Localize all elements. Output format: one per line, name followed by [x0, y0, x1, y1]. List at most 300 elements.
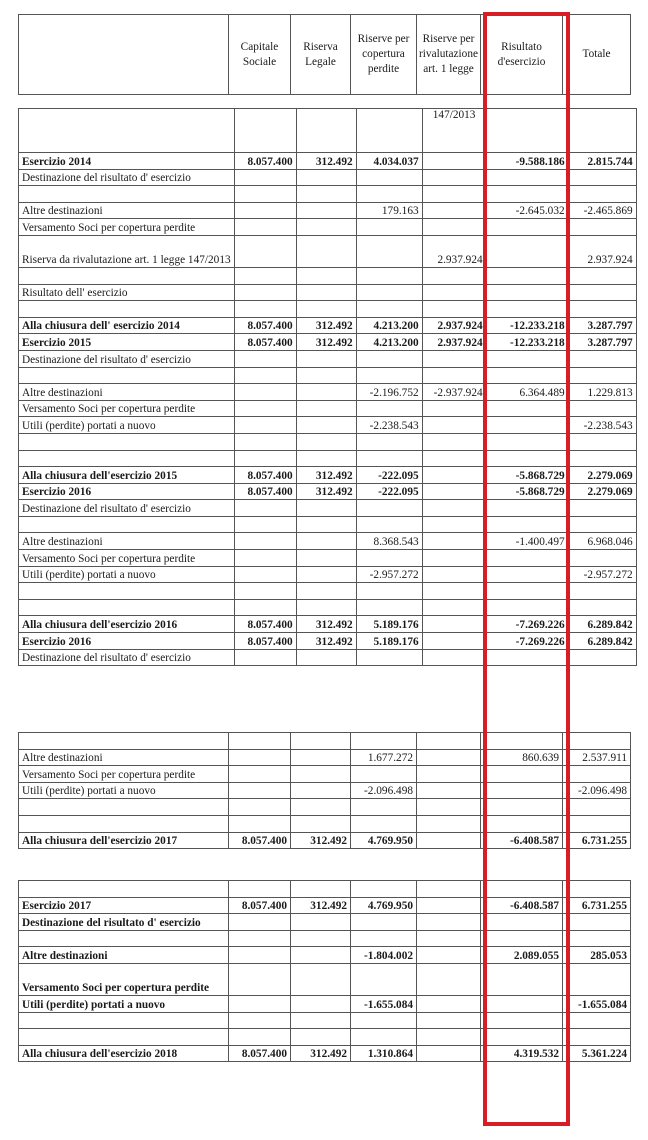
cell-riserve-copertura: [356, 284, 422, 301]
cell-riserve-rivalutazione: [417, 881, 481, 898]
cell-riserva-legale: [296, 219, 356, 236]
row-label: [19, 433, 235, 450]
cell-capitale-sociale: [229, 947, 291, 964]
cell-riserve-copertura: 4.213.200: [356, 317, 422, 334]
row-label: [19, 186, 235, 203]
row-label: Destinazione del risultato d' esercizio: [19, 350, 235, 367]
cell-capitale-sociale: 8.057.400: [229, 1045, 291, 1062]
cell-riserve-copertura: 4.034.037: [356, 153, 422, 170]
cell-riserve-copertura: [356, 301, 422, 318]
cell-riserva-legale: [291, 782, 351, 799]
cell-capitale-sociale: [234, 169, 296, 186]
cell-capitale-sociale: [234, 400, 296, 417]
cell-totale: -2.096.498: [563, 782, 631, 799]
row-label: Versamento Soci per copertura perdite: [19, 766, 229, 783]
table-row: [19, 400, 637, 417]
table-row: [19, 947, 631, 964]
cell-riserve-rivalutazione: [422, 467, 486, 484]
table-row: [19, 930, 631, 947]
table-row: [19, 219, 637, 236]
cell-riserve-rivalutazione: [417, 930, 481, 947]
cell-totale: [568, 516, 636, 533]
cell-totale: -2.957.272: [568, 566, 636, 583]
cell-totale: 6.968.046: [568, 533, 636, 550]
cell-risultato-esercizio: [486, 450, 568, 467]
table-row: [19, 500, 637, 517]
cell-riserve-copertura: [351, 815, 417, 832]
table-row: [19, 350, 637, 367]
cell-riserve-rivalutazione: [422, 583, 486, 600]
table-row: [19, 384, 637, 401]
table-row: [19, 599, 637, 616]
cell-riserva-legale: [291, 799, 351, 816]
cell-riserve-rivalutazione: [422, 169, 486, 186]
cell-risultato-esercizio: [481, 1012, 563, 1029]
cell-risultato-esercizio: [486, 235, 568, 267]
cell-riserve-copertura: [356, 267, 422, 284]
cell-riserva-legale: [291, 1012, 351, 1029]
cell-riserve-rivalutazione: [417, 815, 481, 832]
cell-riserva-legale: [296, 350, 356, 367]
cell-blank: [19, 109, 235, 153]
cell-totale: 2.279.069: [568, 467, 636, 484]
cell-totale: [563, 914, 631, 931]
table-row: [19, 417, 637, 434]
cell-totale: [568, 500, 636, 517]
cell-riserve-copertura: [351, 914, 417, 931]
row-label: Esercizio 2015: [19, 334, 235, 351]
cell-riserva-legale: 312.492: [296, 334, 356, 351]
cell-risultato-esercizio: [486, 350, 568, 367]
cell-riserva-legale: [296, 169, 356, 186]
row-label: [19, 799, 229, 816]
table-row: [19, 782, 631, 799]
cell-capitale-sociale: [229, 749, 291, 766]
table-row: [19, 649, 637, 666]
cell-riserve-rivalutazione: [422, 267, 486, 284]
cell-totale: [568, 367, 636, 384]
cell-riserve-rivalutazione: [417, 749, 481, 766]
cell-risultato-esercizio: [486, 186, 568, 203]
header-riserva-legale: Riserva Legale: [291, 15, 351, 95]
row-label: Utili (perdite) portati a nuovo: [19, 566, 235, 583]
table-row: [19, 766, 631, 783]
cell-risultato-esercizio: [481, 995, 563, 1012]
table-row: [19, 450, 637, 467]
cell-risultato-esercizio: [486, 367, 568, 384]
cell-riserve-rivalutazione: [417, 766, 481, 783]
cell-riserve-rivalutazione: 2.937.924: [422, 334, 486, 351]
cell-riserva-legale: [291, 733, 351, 750]
cell-capitale-sociale: 8.057.400: [234, 467, 296, 484]
cell-riserva-legale: [296, 550, 356, 567]
row-label: Alla chiusura dell'esercizio 2018: [19, 1045, 229, 1062]
table-row: [19, 186, 637, 203]
cell-riserva-legale: [296, 433, 356, 450]
cell-capitale-sociale: [234, 533, 296, 550]
cell-risultato-esercizio: [486, 433, 568, 450]
cell-riserve-rivalutazione: [417, 799, 481, 816]
cell-risultato-esercizio: -6.408.587: [481, 897, 563, 914]
cell-risultato-esercizio: 2.089.055: [481, 947, 563, 964]
cell-risultato-esercizio: [481, 914, 563, 931]
cell-riserve-rivalutazione: [417, 963, 481, 995]
cell-riserve-rivalutazione: [422, 202, 486, 219]
table-row: [19, 202, 637, 219]
cell-riserve-rivalutazione: [422, 433, 486, 450]
table-row: [19, 995, 631, 1012]
table-row: [19, 367, 637, 384]
cell-risultato-esercizio: [481, 1029, 563, 1046]
cell-totale: 2.937.924: [568, 235, 636, 267]
row-label: [19, 1012, 229, 1029]
table-row: [19, 633, 637, 650]
cell-capitale-sociale: [234, 599, 296, 616]
cell-capitale-sociale: [234, 284, 296, 301]
cell-risultato-esercizio: -7.269.226: [486, 633, 568, 650]
cell-risultato-esercizio: [486, 417, 568, 434]
cell-riserva-legale: [296, 417, 356, 434]
table-row: [19, 334, 637, 351]
row-label: Alla chiusura dell'esercizio 2015: [19, 467, 235, 484]
cell-riserva-legale: [296, 649, 356, 666]
cell-riserve-copertura: [351, 766, 417, 783]
cell-riserve-copertura: [356, 599, 422, 616]
cell-risultato-esercizio: [486, 219, 568, 236]
row-label: Altre destinazioni: [19, 749, 229, 766]
cell-riserva-legale: [296, 235, 356, 267]
cell-risultato-esercizio: -12.233.218: [486, 334, 568, 351]
cell-riserve-rivalutazione: [422, 450, 486, 467]
cell-riserve-rivalutazione: [422, 566, 486, 583]
cell-risultato-esercizio: -5.868.729: [486, 467, 568, 484]
cell-riserve-rivalutazione: [417, 733, 481, 750]
cell-riserve-rivalutazione: [422, 186, 486, 203]
table-row: [19, 616, 637, 633]
cell-riserve-copertura: [356, 186, 422, 203]
row-label: Destinazione del risultato d' esercizio: [19, 500, 235, 517]
cell-riserve-rivalutazione: [422, 219, 486, 236]
header-totale: Totale: [563, 15, 631, 95]
ledger-block-2017: [18, 732, 631, 849]
cell-riserve-rivalutazione: [422, 649, 486, 666]
cell-riserve-copertura: [356, 367, 422, 384]
table-row: [19, 1045, 631, 1062]
cell-risultato-esercizio: [486, 566, 568, 583]
cell-totale: 285.053: [563, 947, 631, 964]
column-header-table: [18, 14, 631, 95]
ledger-rows-block-1: [19, 153, 637, 666]
table-row: [19, 897, 631, 914]
table-row: [19, 516, 637, 533]
cell-capitale-sociale: [229, 881, 291, 898]
cell-riserva-legale: [296, 599, 356, 616]
cell-riserve-copertura: 5.189.176: [356, 633, 422, 650]
cell-riserva-legale: 312.492: [296, 616, 356, 633]
cell-riserve-copertura: 179.163: [356, 202, 422, 219]
cell-riserve-rivalutazione: [417, 897, 481, 914]
row-label: [19, 881, 229, 898]
cell-totale: [568, 583, 636, 600]
row-label: [19, 930, 229, 947]
cell-riserve-copertura: [356, 169, 422, 186]
row-label: Risultato dell' esercizio: [19, 284, 235, 301]
table-row: [19, 733, 631, 750]
cell-capitale-sociale: [234, 350, 296, 367]
cell-riserve-copertura: 4.769.950: [351, 897, 417, 914]
cell-riserve-copertura: [356, 219, 422, 236]
cell-totale: 2.537.911: [563, 749, 631, 766]
row-label: [19, 583, 235, 600]
row-label: [19, 733, 229, 750]
cell-totale: [563, 881, 631, 898]
cell-riserve-rivalutazione: [417, 782, 481, 799]
row-label: Alla chiusura dell'esercizio 2016: [19, 616, 235, 633]
cell-riserve-copertura: 4.769.950: [351, 832, 417, 849]
cell-riserva-legale: 312.492: [291, 897, 351, 914]
cell-capitale-sociale: [234, 186, 296, 203]
table-row: [19, 832, 631, 849]
cell-riserve-rivalutazione: [422, 616, 486, 633]
cell-totale: [563, 733, 631, 750]
cell-capitale-sociale: 8.057.400: [234, 334, 296, 351]
cell-totale: [568, 649, 636, 666]
cell-risultato-esercizio: [486, 583, 568, 600]
row-label: Versamento Soci per copertura perdite: [19, 963, 229, 995]
cell-capitale-sociale: [234, 583, 296, 600]
cell-capitale-sociale: [229, 815, 291, 832]
row-label: Utili (perdite) portati a nuovo: [19, 995, 229, 1012]
cell-risultato-esercizio: [481, 963, 563, 995]
cell-riserva-legale: 312.492: [296, 153, 356, 170]
row-label: Alla chiusura dell'esercizio 2017: [19, 832, 229, 849]
cell-riserva-legale: [291, 749, 351, 766]
cell-riserva-legale: 312.492: [296, 483, 356, 500]
header-rivalutazione-cont: 147/2013: [422, 109, 486, 153]
table-row: [19, 583, 637, 600]
table-row: [19, 153, 637, 170]
cell-risultato-esercizio: -9.588.186: [486, 153, 568, 170]
table-row: [19, 799, 631, 816]
cell-risultato-esercizio: [486, 400, 568, 417]
cell-totale: 2.279.069: [568, 483, 636, 500]
cell-capitale-sociale: [234, 566, 296, 583]
row-label: [19, 1029, 229, 1046]
row-label: Esercizio 2016: [19, 633, 235, 650]
cell-capitale-sociale: [229, 963, 291, 995]
cell-risultato-esercizio: 6.364.489: [486, 384, 568, 401]
cell-riserve-rivalutazione: 2.937.924: [422, 317, 486, 334]
row-label: [19, 301, 235, 318]
cell-riserva-legale: [296, 367, 356, 384]
row-label: Altre destinazioni: [19, 202, 235, 219]
cell-risultato-esercizio: [481, 782, 563, 799]
cell-totale: -2.465.869: [568, 202, 636, 219]
cell-riserve-copertura: [356, 583, 422, 600]
cell-riserve-rivalutazione: [422, 550, 486, 567]
cell-risultato-esercizio: [486, 500, 568, 517]
cell-riserva-legale: [291, 930, 351, 947]
row-label: Riserva da rivalutazione art. 1 legge 147/2013: [19, 235, 235, 267]
cell-riserve-rivalutazione: [422, 599, 486, 616]
cell-capitale-sociale: [229, 766, 291, 783]
row-label: [19, 267, 235, 284]
cell-riserve-copertura: [356, 235, 422, 267]
cell-riserve-rivalutazione: [422, 400, 486, 417]
row-label: Alla chiusura dell' esercizio 2014: [19, 317, 235, 334]
cell-riserva-legale: [291, 947, 351, 964]
cell-riserve-copertura: [351, 881, 417, 898]
cell-riserve-rivalutazione: [417, 1045, 481, 1062]
cell-riserva-legale: [291, 963, 351, 995]
cell-capitale-sociale: [229, 1012, 291, 1029]
cell-riserve-rivalutazione: [422, 367, 486, 384]
cell-riserve-rivalutazione: [417, 995, 481, 1012]
row-label: Esercizio 2014: [19, 153, 235, 170]
cell-riserve-copertura: [351, 733, 417, 750]
cell-riserve-rivalutazione: [417, 947, 481, 964]
cell-totale: 6.289.842: [568, 633, 636, 650]
cell-totale: [563, 1029, 631, 1046]
cell-risultato-esercizio: -7.269.226: [486, 616, 568, 633]
cell-capitale-sociale: 8.057.400: [234, 616, 296, 633]
cell-riserve-rivalutazione: [422, 500, 486, 517]
cell-riserve-rivalutazione: [417, 832, 481, 849]
row-label: Altre destinazioni: [19, 947, 229, 964]
cell-riserva-legale: [296, 284, 356, 301]
header-riserve-copertura: Riserve per copertura perdite: [351, 15, 417, 95]
cell-totale: -1.655.084: [563, 995, 631, 1012]
cell-riserve-copertura: [356, 400, 422, 417]
cell-riserve-copertura: [356, 500, 422, 517]
row-label: [19, 450, 235, 467]
table-row: [19, 749, 631, 766]
cell-riserva-legale: 312.492: [296, 317, 356, 334]
cell-totale: 3.287.797: [568, 317, 636, 334]
row-label: Destinazione del risultato d' esercizio: [19, 914, 229, 931]
cell-riserva-legale: [296, 566, 356, 583]
cell-riserve-copertura: [351, 930, 417, 947]
row-label: [19, 815, 229, 832]
cell-riserva-legale: [296, 533, 356, 550]
table-row: [19, 169, 637, 186]
cell-totale: [568, 186, 636, 203]
cell-riserva-legale: [296, 202, 356, 219]
table-row: [19, 815, 631, 832]
cell-risultato-esercizio: [481, 733, 563, 750]
ledger-block-2018: [18, 880, 631, 1062]
cell-capitale-sociale: [229, 930, 291, 947]
cell-risultato-esercizio: 860.639: [481, 749, 563, 766]
cell-risultato-esercizio: 4.319.532: [481, 1045, 563, 1062]
cell-capitale-sociale: [229, 733, 291, 750]
cell-riserva-legale: [296, 500, 356, 517]
cell-totale: [568, 169, 636, 186]
cell-capitale-sociale: 8.057.400: [234, 317, 296, 334]
cell-totale: [568, 267, 636, 284]
cell-riserve-rivalutazione: [422, 633, 486, 650]
row-label: Versamento Soci per copertura perdite: [19, 219, 235, 236]
row-label: Destinazione del risultato d' esercizio: [19, 649, 235, 666]
cell-riserva-legale: [296, 516, 356, 533]
cell-totale: [568, 284, 636, 301]
cell-riserve-copertura: [351, 1029, 417, 1046]
header-riserve-rivalutazione: Riserve per rivalutazione art. 1 legge: [417, 15, 481, 95]
cell-riserve-rivalutazione: 2.937.924: [422, 235, 486, 267]
header-blank: [19, 15, 229, 95]
row-label: Esercizio 2017: [19, 897, 229, 914]
cell-risultato-esercizio: [486, 599, 568, 616]
cell-totale: [568, 219, 636, 236]
cell-capitale-sociale: [234, 550, 296, 567]
cell-riserve-copertura: -222.095: [356, 483, 422, 500]
cell-riserve-copertura: -1.804.002: [351, 947, 417, 964]
cell-risultato-esercizio: [486, 516, 568, 533]
cell-riserve-rivalutazione: -2.937.924: [422, 384, 486, 401]
ledger-block-2014-2016: [18, 108, 637, 666]
cell-riserve-copertura: 5.189.176: [356, 616, 422, 633]
cell-risultato-esercizio: -1.400.497: [486, 533, 568, 550]
table-row: [19, 284, 637, 301]
cell-riserve-copertura: [356, 450, 422, 467]
cell-risultato-esercizio: [486, 550, 568, 567]
cell-riserva-legale: [291, 1029, 351, 1046]
cell-riserve-copertura: 1.310.864: [351, 1045, 417, 1062]
cell-riserva-legale: [296, 301, 356, 318]
cell-totale: -2.238.543: [568, 417, 636, 434]
row-label: [19, 599, 235, 616]
table-row: [19, 235, 637, 267]
cell-totale: [563, 766, 631, 783]
table-row: [19, 467, 637, 484]
cell-riserve-rivalutazione: [422, 284, 486, 301]
table-row: [19, 1029, 631, 1046]
cell-capitale-sociale: [229, 782, 291, 799]
header-capitale-sociale: Capitale Sociale: [229, 15, 291, 95]
table-row: [19, 533, 637, 550]
cell-riserva-legale: 312.492: [291, 832, 351, 849]
cell-totale: [568, 301, 636, 318]
cell-totale: [563, 963, 631, 995]
cell-risultato-esercizio: [486, 169, 568, 186]
cell-riserva-legale: [296, 400, 356, 417]
table-row: [19, 881, 631, 898]
cell-totale: [568, 433, 636, 450]
cell-capitale-sociale: [229, 799, 291, 816]
cell-riserve-copertura: [356, 550, 422, 567]
cell-riserve-copertura: -222.095: [356, 467, 422, 484]
cell-riserva-legale: [291, 815, 351, 832]
cell-capitale-sociale: [234, 433, 296, 450]
cell-riserva-legale: [296, 186, 356, 203]
row-label: Destinazione del risultato d' esercizio: [19, 169, 235, 186]
cell-risultato-esercizio: [486, 301, 568, 318]
cell-riserve-copertura: [351, 963, 417, 995]
table-row: [19, 1012, 631, 1029]
cell-capitale-sociale: [234, 417, 296, 434]
cell-totale: [563, 799, 631, 816]
row-label: Versamento Soci per copertura perdite: [19, 550, 235, 567]
cell-totale: 5.361.224: [563, 1045, 631, 1062]
row-label: Altre destinazioni: [19, 533, 235, 550]
cell-riserve-copertura: -2.096.498: [351, 782, 417, 799]
row-label: [19, 516, 235, 533]
cell-riserve-copertura: [351, 1012, 417, 1029]
row-label: Utili (perdite) portati a nuovo: [19, 782, 229, 799]
header-risultato-esercizio: Risultato d'esercizio: [481, 15, 563, 95]
cell-riserve-copertura: 4.213.200: [356, 334, 422, 351]
cell-riserva-legale: [296, 384, 356, 401]
